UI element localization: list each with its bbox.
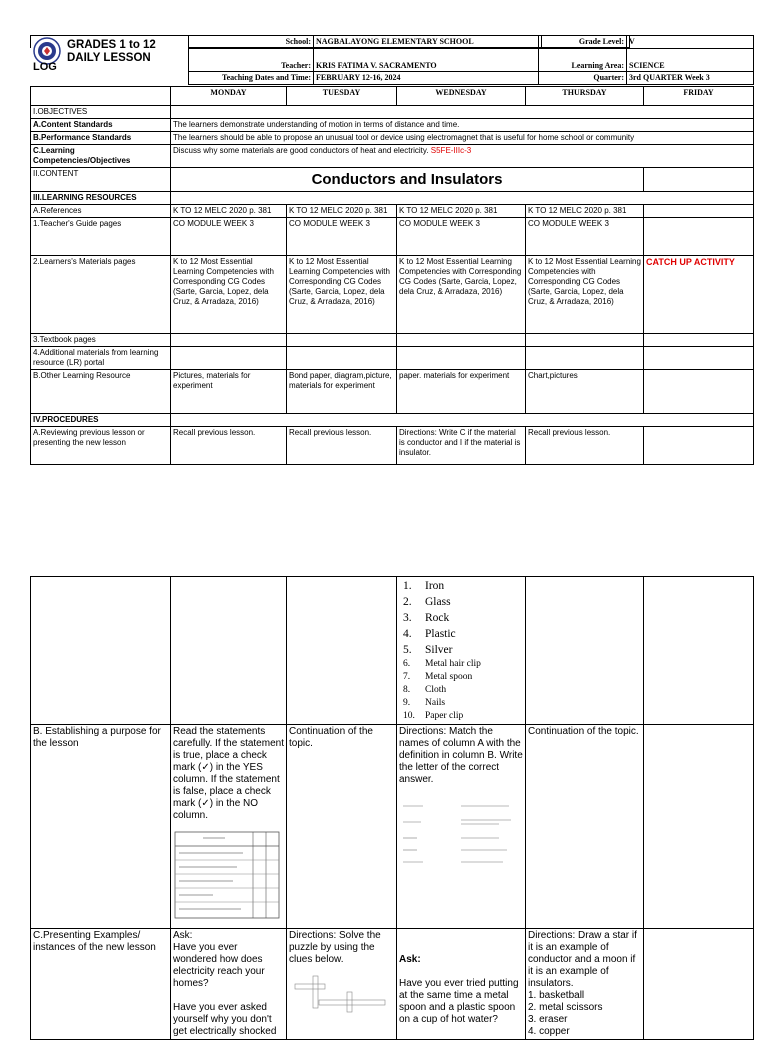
- other-resource-wednesday: paper. materials for experiment: [397, 370, 526, 414]
- purpose-wednesday: [397, 725, 526, 929]
- school-label: School:: [189, 36, 314, 49]
- content-label: II.CONTENT: [31, 168, 171, 192]
- content-standards-text: The learners demonstrate understanding of motion in terms of distance and time.: [171, 119, 754, 132]
- log-title: [67, 39, 156, 65]
- quarter-value: 3rd QUARTER Week 3: [627, 72, 754, 85]
- dates-value: FEBRUARY 12-16, 2024: [314, 72, 539, 85]
- teachers-guide-thursday: CO MODULE WEEK 3: [526, 218, 644, 256]
- header-logo-cell: [31, 36, 189, 73]
- examples-wednesday-ask: Ask:: [399, 954, 421, 965]
- purpose-tuesday: Continuation of the topic.: [287, 725, 397, 929]
- material-list-item: 3. Rock: [403, 612, 450, 624]
- examples-thursday: Directions: Draw a star if it is an example of conductor and a moon if it is an example of insulators. 1. basketball 2. metal scissors 3. eraser 4. copper: [526, 929, 644, 1040]
- learners-monday: K to 12 Most Essential Learning Competencies with Corresponding CG Codes (Sarte, Garcia, Lopez, dela Cruz, & Arradaza, 2016): [171, 256, 287, 334]
- reference-wednesday: K TO 12 MELC 2020 p. 381: [397, 205, 526, 218]
- examples-wednesday-text: Have you ever tried putting at the same time a metal spoon and a plastic spoon on a cup of hot water?: [399, 978, 519, 1025]
- competencies-label: C.Learning Competencies/Objectives: [31, 145, 171, 168]
- performance-standards-text: The learners should be able to propose an unusual tool or device using electromagnet that is useful for home school or community: [171, 132, 754, 145]
- examples-wednesday: [397, 929, 526, 1040]
- textbook-label: 3.Textbook pages: [31, 334, 171, 347]
- teacher-label: Teacher:: [189, 49, 314, 72]
- examples-tuesday: [287, 929, 397, 1040]
- header-fields: [188, 35, 754, 85]
- reviewing-wednesday: Directions: Write C if the material is conductor and I if the material is insulator.: [397, 427, 526, 465]
- learners-tuesday: K to 12 Most Essential Learning Competencies with Corresponding CG Codes (Sarte, Garcia, Lopez, dela Cruz, & Arradaza, 2016): [287, 256, 397, 334]
- teacher-value: KRIS FATIMA V. SACRAMENTO: [314, 49, 539, 72]
- learners-materials-label: 2.Learners's Materials pages: [31, 256, 171, 334]
- grade-label: Grade Level:: [539, 36, 627, 49]
- title-line-1: GRADES 1 to 12: [67, 39, 156, 51]
- teachers-guide-label: 1.Teacher's Guide pages: [31, 218, 171, 256]
- learning-area-value: SCIENCE: [627, 49, 754, 72]
- yes-no-table-image: [173, 828, 281, 920]
- competencies-text: Discuss why some materials are good conductors of heat and electricity. S5FE-IIIc-3: [171, 145, 754, 168]
- day-header-monday: MONDAY: [171, 87, 287, 106]
- reviewing-label: A.Reviewing previous lesson or presenting the new lesson: [31, 427, 171, 465]
- additional-materials-label: 4.Additional materials from learning resource (LR) portal: [31, 347, 171, 370]
- material-list-item: 1. Iron: [403, 580, 445, 592]
- other-resource-monday: Pictures, materials for experiment: [171, 370, 287, 414]
- material-list-item: 5. Silver: [403, 644, 453, 656]
- reference-thursday: K TO 12 MELC 2020 p. 381: [526, 205, 644, 218]
- examples-label: C.Presenting Examples/ instances of the new lesson: [31, 929, 171, 1040]
- learners-wednesday: K to 12 Most Essential Learning Competencies with Corresponding CG Codes (Sarte, Garcia, Lopez, dela Cruz, & Arradaza, 2016): [397, 256, 526, 334]
- lesson-plan-table: [30, 86, 754, 465]
- learners-thursday: K to 12 Most Essential Learning Competencies with Corresponding CG Codes (Sarte, Garcia, Lopez, dela Cruz, & Arradaza, 2016): [526, 256, 644, 334]
- resources-heading: III.LEARNING RESOURCES: [31, 192, 171, 205]
- examples-monday: Ask: Have you ever wondered how does electricity reach your homes? Have you ever asked yourself why you don't get electrically shocked: [171, 929, 287, 1040]
- purpose-thursday: Continuation of the topic.: [526, 725, 644, 929]
- material-list-item: 7. Metal spoon: [403, 672, 473, 682]
- catch-up-activity: CATCH UP ACTIVITY: [644, 256, 754, 334]
- purpose-monday-text: Read the statements carefully. If the statement is true, place a check mark (✓) in the YES column. If the statement is false, place a check mark (✓) in the NO column.: [173, 726, 284, 821]
- material-list: [399, 578, 523, 723]
- reviewing-monday: Recall previous lesson.: [171, 427, 287, 465]
- day-header-tuesday: TUESDAY: [287, 87, 397, 106]
- purpose-wednesday-text: Directions: Match the names of column A with the definition in column B. Write the letter of the correct answer.: [399, 726, 523, 785]
- material-list-item: 9. Nails: [403, 698, 446, 708]
- quarter-label: Quarter:: [539, 72, 627, 85]
- reviewing-tuesday: Recall previous lesson.: [287, 427, 397, 465]
- reviewing-thursday: Recall previous lesson.: [526, 427, 644, 465]
- teachers-guide-tuesday: CO MODULE WEEK 3: [287, 218, 397, 256]
- day-header-thursday: THURSDAY: [526, 87, 644, 106]
- reference-tuesday: K TO 12 MELC 2020 p. 381: [287, 205, 397, 218]
- other-resources-label: B.Other Learning Resource: [31, 370, 171, 414]
- day-header-wednesday: WEDNESDAY: [397, 87, 526, 106]
- reference-monday: K TO 12 MELC 2020 p. 381: [171, 205, 287, 218]
- objectives-heading: I.OBJECTIVES: [31, 106, 171, 119]
- material-list-item: 6. Metal hair clip: [403, 659, 481, 669]
- matching-type-image: [399, 792, 519, 876]
- lesson-topic: Conductors and Insulators: [171, 168, 644, 192]
- competency-code: S5FE-IIIc-3: [430, 146, 472, 155]
- material-list-item: 8. Cloth: [403, 685, 447, 695]
- title-line-2: DAILY LESSON: [67, 52, 151, 64]
- performance-standards-label: B.Performance Standards: [31, 132, 171, 145]
- dates-label: Teaching Dates and Time:: [189, 72, 314, 85]
- material-list-item: 2. Glass: [403, 596, 451, 608]
- other-resource-tuesday: Bond paper, diagram,picture, materials for experiment: [287, 370, 397, 414]
- day-header-friday: FRIDAY: [644, 87, 754, 106]
- purpose-monday: [171, 725, 287, 929]
- school-value: NAGBALAYONG ELEMENTARY SCHOOL: [314, 36, 539, 49]
- purpose-label: B. Establishing a purpose for the lesson: [31, 725, 171, 929]
- lesson-plan-table-continued: [30, 576, 754, 1040]
- material-list-item: 4. Plastic: [403, 628, 456, 640]
- title-line-3: LOG: [33, 61, 57, 73]
- learning-area-label: Learning Area:: [539, 49, 627, 72]
- examples-tuesday-text: Directions: Solve the puzzle by using the clues below.: [289, 930, 381, 965]
- content-standards-label: A.Content Standards: [31, 119, 171, 132]
- material-list-cell: [397, 577, 526, 725]
- grade-value: V: [627, 36, 754, 49]
- procedures-heading: IV.PROCEDURES: [31, 414, 171, 427]
- references-label: A.References: [31, 205, 171, 218]
- teachers-guide-wednesday: CO MODULE WEEK 3: [397, 218, 526, 256]
- other-resource-thursday: Chart,pictures: [526, 370, 644, 414]
- crossword-puzzle-image: [289, 972, 389, 1016]
- material-list-item: 10. Paper clip: [403, 711, 464, 721]
- teachers-guide-monday: CO MODULE WEEK 3: [171, 218, 287, 256]
